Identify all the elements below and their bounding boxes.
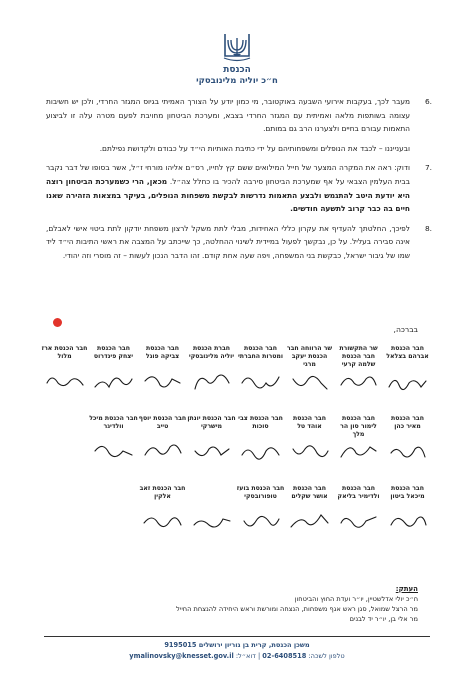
signature-cell [334,415,383,485]
signatory-name: חבר הכנסת מאיר כהן [391,415,424,430]
signature-cell [187,485,236,555]
handwritten-signature [336,369,381,395]
email-label: דוא״ל: [235,651,256,660]
signature-cell [334,485,383,555]
footer-contact [0,651,474,662]
signatory-name: שר הרווחה חבר הכנסת יעקב מרגי [286,345,333,368]
mk-name: ח״כ יוליה מלינובסקי [196,76,278,86]
signature-cell [89,345,138,415]
signatory-name: חבר הכנסת ומטרות החברתי [237,345,284,360]
signatory-name: חבר הכנסת אוהד טל [293,415,326,430]
signatory-name: שר התקשורת חבר הכנסת שלמה קרעי [339,345,378,368]
handwritten-signature [140,439,185,465]
copy-line: ח״כ יולי אדלשטיין, יו״ר ועדת החוץ והביטחון [294,595,418,603]
signature-row [40,485,432,555]
letter-body [46,95,432,269]
handwritten-signature [140,369,185,395]
phone-label: טלפון לשכה: [308,651,345,660]
paragraph-6 [46,95,432,136]
red-dot-mark [53,318,62,327]
signatory-name: חבר הכנסת יונתן מישרקי [187,415,236,430]
signature-row [40,415,432,485]
signature-cell [187,345,236,415]
signatory-name: חבר הכנסת אברהם בצלאל [386,345,429,360]
signatory-name: חבר הכנסת יוסף טייב [138,415,187,430]
phone-number: 02-6408518 [262,651,307,660]
email-link[interactable]: ymalinovsky@knesset.gov.il [129,651,234,660]
paragraph-6b [46,142,418,156]
paragraph-text-bold: מכאן, הרי כשמערכת הביטחון רוצה היא יודעת היטב להתגמש ולבצע התאמות נדרשות לבקשת משפחות הנופלים, בעיקר במצאות הזהירה שאנו חיים בה כבר קרוב לתשעה חודשים. [46,176,410,214]
signatory-name: חברת הכנסת יוליה מלינובסקי [188,345,235,360]
footer-address: משכן הכנסת, קרית בן גוריון ירושלים 9195015 [164,641,310,649]
signatory-name: חבר הכנסת ולדימיר בליאק [337,485,380,500]
handwritten-signature [42,369,87,395]
handwritten-signature [238,369,283,395]
handwritten-signature [189,369,234,395]
signature-cell [383,345,432,415]
paragraph-8 [46,222,432,263]
handwritten-signature [385,439,430,465]
signatory-name: חבר הכנסת צבי סוכות [238,415,283,430]
signatory-name: חבר הכנסת אושר שקלים [291,485,328,500]
handwritten-signature [385,369,430,395]
paragraph-text-regular: ודוק: ראה את המקרה המצער של חייל המילואים ששם קץ לחייו, רס״ם אליהו מורחי ז״ל, אשר בסופו של דבר נקבר בבית העלמין הצבאי על אף שמערכת הביטחון סירבה להכיר בו כחלל צה״ל. [46,163,410,186]
handwritten-signature [385,509,430,535]
signatory-name: חבר הכנסת לימור סון הר מלך [340,415,377,438]
handwritten-signature [140,509,185,535]
handwritten-signature [189,439,234,465]
signature-cell [138,345,187,415]
handwritten-signature [287,369,332,395]
handwritten-signature [238,509,283,535]
paragraph-text: מעבר לכך, בעקבות אירועי השבעה באוקטובר, מי כמון יודע על הצורך האמיתי בגיוס המגזר החרדי, ולכן יש חשיבות עצומה בשותפות מלאה ואמיתית עם המגזר החרדי בצבא, ומערכת הביטחון מחויבת לפעם מטרה עלה זו לביצוע התאמות עבורם בחיים ולצערנו הרב גם במותם. [46,97,410,134]
signatory-name: חבר הכנסת צביקה פוגל [145,345,180,360]
footer-separator: | [255,651,261,660]
copy-recipients [176,584,418,624]
signature-cell [89,415,138,485]
paragraph-text: ובענייננו – לכבד את הנופלים ומשפחותיהם על ידי כתיבת האותיות הי״ד על כבודם ולקדושת נפילתם. [99,143,410,153]
paragraph-number: .7 [424,163,432,173]
handwritten-signature [336,509,381,535]
handwritten-signature [189,509,234,535]
letterhead [0,30,474,86]
signature-cell [285,485,334,555]
signature-row [40,345,432,415]
copy-line: מר אלי בן, יו״ר יד לבנים [349,615,418,623]
signature-cell [138,415,187,485]
paragraph-text [46,161,410,215]
signature-cell [383,415,432,485]
signature-cell [187,415,236,485]
handwritten-signature [91,439,136,465]
signatory-name: חבר הכנסת בועז טופורובסקי [236,485,285,500]
letter-footer [0,640,474,661]
signatory-name: חבר הכנסת ארז מלול [41,345,88,360]
signature-cell [285,345,334,415]
footer-divider [44,636,430,637]
signature-cell [236,485,285,555]
menorah-emblem-icon [221,30,253,64]
signatory-name: חבר הכנסת מיכל וולדיגר [89,415,138,430]
handwritten-signature [238,439,283,465]
signatory-name: חבר הכנסת יצחק פינדרוס [93,345,134,360]
copy-title: העתק: [395,585,418,593]
copy-line: מר הרצל שמואל, סגן ראש אגף משפחות, הנצחה ומורשת וראש היחידה להנצחת החייל [176,605,418,613]
signature-cell [236,345,285,415]
handwritten-signature [91,369,136,395]
signature-cell [334,345,383,415]
paragraph-number: .8 [424,223,432,233]
signature-cell [138,485,187,555]
signature-cell [236,415,285,485]
signatory-name: חבר הכנסת מיכאל ביטון [390,485,425,500]
paragraph-7 [46,161,432,215]
signature-grid [40,345,432,555]
closing-greeting: בברכה, [393,325,418,334]
handwritten-signature [287,439,332,465]
handwritten-signature [336,439,381,465]
paragraph-number: .6 [424,97,432,106]
signature-cell [383,485,432,555]
org-name: הכנסת [223,65,251,75]
paragraph-text: לפיכך, החלטתך להעדיף את עקרון כללי האחידות, מבלי לתת משקל לרצון משפחת יודקון לתת ביטוי אישי לאבלם, אינה סבירה בעליל. על כן, נבקשך לפעול במיידית לשינוי ההחלטה, כך שייכתב על המצבה את ראשי התיבות הי״ד ליד שמו של גיבור ישראל, כבקשת בני המשפחה, ויפה שעה אחת קודם. זהו הדבר הנכון לעשות – זה מוסרי וזה יהודי. [46,223,410,260]
signature-cell [285,415,334,485]
handwritten-signature [287,509,332,535]
signature-cell [40,345,89,415]
signatory-name: חבר הכנסת זאב אלקין [139,485,186,500]
